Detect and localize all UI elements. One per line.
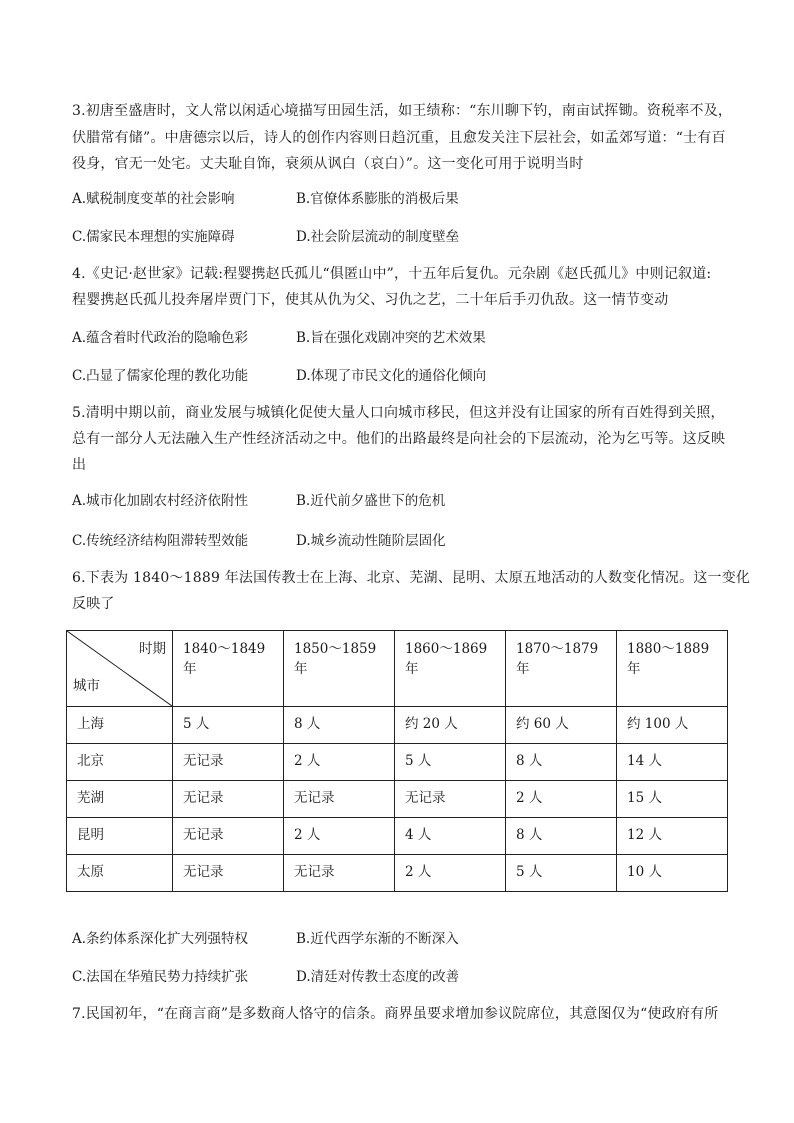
table-cell: 2 人 [395,855,506,892]
table-cell: 无记录 [173,781,284,818]
table-header-cell: 1860～1869 年 [395,631,506,707]
table-header-cell: 1840～1849 年 [173,631,284,707]
table-city-cell: 太原 [67,855,173,892]
table-cell: 5 人 [173,707,284,744]
q5-option-c[interactable]: C.传统经济结构阻滞转型效能 [72,533,249,549]
table-cell: 15 人 [617,781,728,818]
table-cell: 5 人 [395,744,506,781]
q5-option-b[interactable]: B.近代前夕盛世下的危机 [296,493,446,509]
q5-stem-line-3: 出 [72,457,87,473]
q3-stem-line-2: 伏腊常有储”。中唐德宗以后，诗人的创作内容则日趋沉重，且愈发关注下层社会，如孟郊写道：“士有百 [72,130,726,146]
table-cell: 无记录 [395,781,506,818]
q6-option-a[interactable]: A.条约体系深化扩大列强特权 [72,931,249,947]
table-cell: 4 人 [395,818,506,855]
table-city-cell: 芜湖 [67,781,173,818]
table-cell: 5 人 [506,855,617,892]
q4-option-a[interactable]: A.蕴含着时代政治的隐喻色彩 [72,330,249,346]
missionary-table [66,630,728,892]
q3-option-d[interactable]: D.社会阶层流动的制度壁垒 [296,229,460,245]
q5-stem-line-2: 总有一部分人无法融入生产性经济活动之中。他们的出路最终是向社会的下层流动，沦为乞丐等。这反映 [72,431,726,447]
q3-option-a[interactable]: A.赋税制度变革的社会影响 [72,191,235,207]
q6-option-b[interactable]: B.近代西学东渐的不断深入 [296,931,459,947]
q6-stem-line-1: 6.下表为 1840～1889 年法国传教士在上海、北京、芜湖、昆明、太原五地活动的人数变化情况。这一变化 [72,570,751,586]
q4-option-d[interactable]: D.体现了市民文化的通俗化倾向 [296,368,487,384]
table-city-cell: 昆明 [67,818,173,855]
table-row [67,744,728,781]
table-cell: 约 100 人 [617,707,728,744]
table-cell: 8 人 [506,818,617,855]
table-cell: 8 人 [284,707,395,744]
q4-option-b[interactable]: B.旨在强化戏剧冲突的艺术效果 [296,330,486,346]
table-cell: 2 人 [284,818,395,855]
q7-stem-line-1: 7.民国初年，“在商言商”是多数商人恪守的信条。商界虽要求增加参议院席位，其意图仅为“使政府有所 [72,1006,719,1022]
table-city-cell: 北京 [67,744,173,781]
table-header-cell: 1880～1889 年 [617,631,728,707]
q6-stem-line-2: 反映了 [72,596,115,612]
table-cell: 约 60 人 [506,707,617,744]
q4-option-c[interactable]: C.凸显了儒家伦理的教化功能 [72,368,249,384]
table-cell: 10 人 [617,855,728,892]
q5-option-a[interactable]: A.城市化加剧农村经济依附性 [72,493,249,509]
table-cell: 2 人 [284,744,395,781]
corner-label-city: 城市 [73,678,100,694]
q6-option-c[interactable]: C.法国在华殖民势力持续扩张 [72,969,249,985]
q3-stem-line-3: 役身，官无一处宅。丈夫耻自饰，衰须从讽白（哀白）”。这一变化可用于说明当时 [72,156,584,172]
q5-stem-line-1: 5.清明中期以前，商业发展与城镇化促使大量人口向城市移民，但这并没有让国家的所有百姓得到关照， [72,405,725,421]
table-row [67,707,728,744]
table-row [67,855,728,892]
table-city-cell: 上海 [67,707,173,744]
table-cell: 无记录 [173,744,284,781]
table-cell: 2 人 [506,781,617,818]
corner-label-period: 时期 [139,641,166,657]
q5-option-d[interactable]: D.城乡流动性随阶层固化 [296,533,446,549]
table-cell: 14 人 [617,744,728,781]
table-cell: 约 20 人 [395,707,506,744]
table-cell: 无记录 [284,781,395,818]
q3-option-b[interactable]: B.官僚体系膨胀的消极后果 [296,191,459,207]
table-row [67,781,728,818]
table-header-row [67,631,728,707]
q3-stem-line-1: 3.初唐至盛唐时，文人常以闲适心境描写田园生活，如王绩称：“东川聊下钓，南亩试挥锄。资税率不及， [72,103,733,119]
table-cell: 8 人 [506,744,617,781]
table-header-cell: 1870～1879 年 [506,631,617,707]
table-cell: 无记录 [173,818,284,855]
q6-option-d[interactable]: D.清廷对传教士态度的改善 [296,969,460,985]
q4-stem-line-2: 程婴携赵氏孤儿投奔屠岸贾门下，使其从仇为父、习仇之艺，二十年后手刃仇敌。这一情节变动 [72,292,669,308]
table-cell: 12 人 [617,818,728,855]
table-row [67,818,728,855]
q3-option-c[interactable]: C.儒家民本理想的实施障碍 [72,229,235,245]
table-cell: 无记录 [284,855,395,892]
table-header-cell: 1850～1859 年 [284,631,395,707]
table-corner-cell [67,631,173,707]
q4-stem-line-1: 4.《史记·赵世家》记载:程婴携赵氏孤儿“俱匿山中”，十五年后复仇。元杂剧《赵氏孤儿》中则记叙道: [72,266,712,282]
table-cell: 无记录 [173,855,284,892]
